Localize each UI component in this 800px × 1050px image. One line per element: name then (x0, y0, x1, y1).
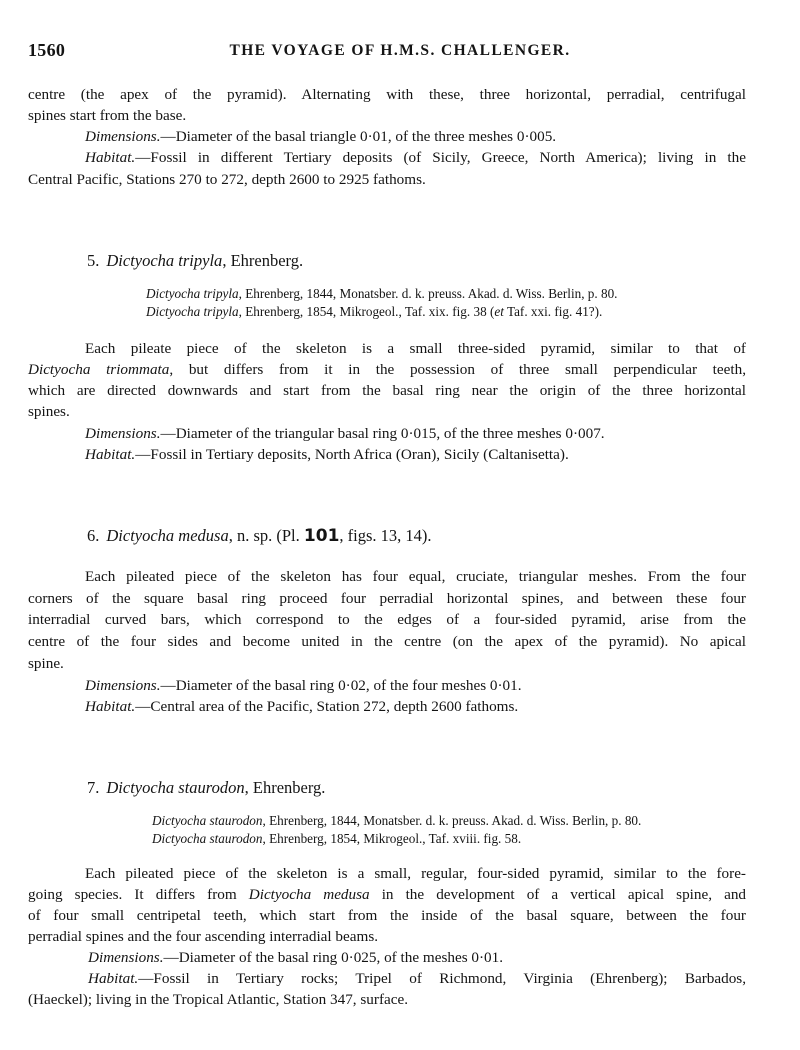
species-6-description-line-5: spine. (28, 655, 64, 672)
species-6-description-line-2: corners of the square basal ring proceed four perradial horizontal spines, and between these four (28, 590, 746, 607)
species-5-dimensions: Dimensions.—Diameter of the triangular basal ring 0·015, of the three meshes 0·007. (85, 425, 605, 442)
intro-line-1: centre (the apex of the pyramid). Alternating with these, three horizontal, perradial, centrifugal (28, 86, 746, 103)
species-5-name: Dictyocha tripyla (106, 251, 223, 270)
intro-line-2: spines start from the base. (28, 107, 187, 124)
species-7-name: Dictyocha staurodon (106, 778, 245, 797)
species-7-description-line-2: going species. It differs from Dictyocha medusa in the development of a vertical apical spine, and (28, 886, 747, 903)
species-6-description-line-3: interradial curved bars, which correspond to the edges of a four-sided pyramid, arise from the (28, 611, 746, 628)
species-7-description-line-1: Each pileated piece of the skeleton is a small, regular, four-sided pyramid, similar to the fore- (85, 865, 746, 882)
species-5-description-line-4: spines. (28, 403, 70, 420)
species-7-dimensions: Dimensions.—Diameter of the basal ring 0·025, of the meshes 0·01. (88, 949, 504, 966)
intro-habitat-line-1: Habitat.—Fossil in different Tertiary deposits (of Sicily, Greece, North America); living in the (85, 149, 746, 166)
species-7-reference-2: Dictyocha staurodon, Ehrenberg, 1854, Mikrogeol., Taf. xviii. fig. 58. (152, 831, 522, 846)
species-6-description-line-1: Each pileated piece of the skeleton has four equal, cruciate, triangular meshes. From the four (85, 568, 746, 585)
species-7-reference-1: Dictyocha staurodon, Ehrenberg, 1844, Monatsber. d. k. preuss. Akad. d. Wiss. Berlin, p. 80. (152, 813, 642, 828)
species-7-heading: 7. Dictyocha staurodon, Ehrenberg. (87, 778, 326, 797)
species-5-reference-1: Dictyocha tripyla, Ehrenberg, 1844, Monatsber. d. k. preuss. Akad. d. Wiss. Berlin, p. 80. (146, 286, 618, 301)
dimensions-label: Dimensions. (85, 128, 161, 145)
species-7-habitat-line-2: (Haeckel); living in the Tropical Atlantic, Station 347, surface. (28, 991, 409, 1008)
species-5-description-line-2: Dictyocha triommata, but differs from it in the possession of three small perpendicular teeth, (28, 361, 746, 378)
habitat-label: Habitat. (85, 149, 136, 166)
species-5-reference-2: Dictyocha tripyla, Ehrenberg, 1854, Mikrogeol., Taf. xix. fig. 38 (et Taf. xxi. fig. 41?). (146, 304, 603, 319)
species-7-description-line-4: perradial spines and the four ascending interradial beams. (28, 928, 379, 945)
species-6-description-line-4: centre of the four sides and become united in the centre (on the apex of the pyramid). No apical (28, 633, 746, 650)
species-5-habitat: Habitat.—Fossil in Tertiary deposits, North Africa (Oran), Sicily (Caltanisetta). (85, 446, 569, 463)
page-number: 1560 (28, 40, 66, 60)
species-7-description-line-3: of four small centripetal teeth, which start from the inside of the basal square, between the four (28, 907, 746, 924)
species-6-heading: 6. Dictyocha medusa, n. sp. (Pl. 101, figs. 13, 14). (87, 526, 432, 546)
intro-dimensions: Dimensions.—Diameter of the basal triangle 0·01, of the three meshes 0·005. (85, 128, 557, 145)
species-6-name: Dictyocha medusa (106, 526, 229, 545)
species-5-description-line-3: which are directed downwards and start from the basal ring near the origin of the three horizontal (28, 382, 746, 399)
species-5-description-line-1: Each pileate piece of the skeleton is a small three-sided pyramid, similar to that of (85, 340, 746, 357)
species-6-habitat: Habitat.—Central area of the Pacific, Station 272, depth 2600 fathoms. (85, 698, 519, 715)
intro-habitat-line-2: Central Pacific, Stations 270 to 272, depth 2600 to 2925 fathoms. (28, 171, 426, 188)
species-6-dimensions: Dimensions.—Diameter of the basal ring 0·02, of the four meshes 0·01. (85, 677, 522, 694)
running-title: THE VOYAGE OF H.M.S. CHALLENGER. (229, 42, 571, 59)
page-header (28, 40, 772, 64)
species-7-habitat-line-1: Habitat.—Fossil in Tertiary rocks; Tripel of Richmond, Virginia (Ehrenberg); Barbados, (88, 970, 746, 987)
species-5-heading: 5. Dictyocha tripyla, Ehrenberg. (87, 251, 304, 270)
plate-number: 101 (303, 526, 340, 546)
